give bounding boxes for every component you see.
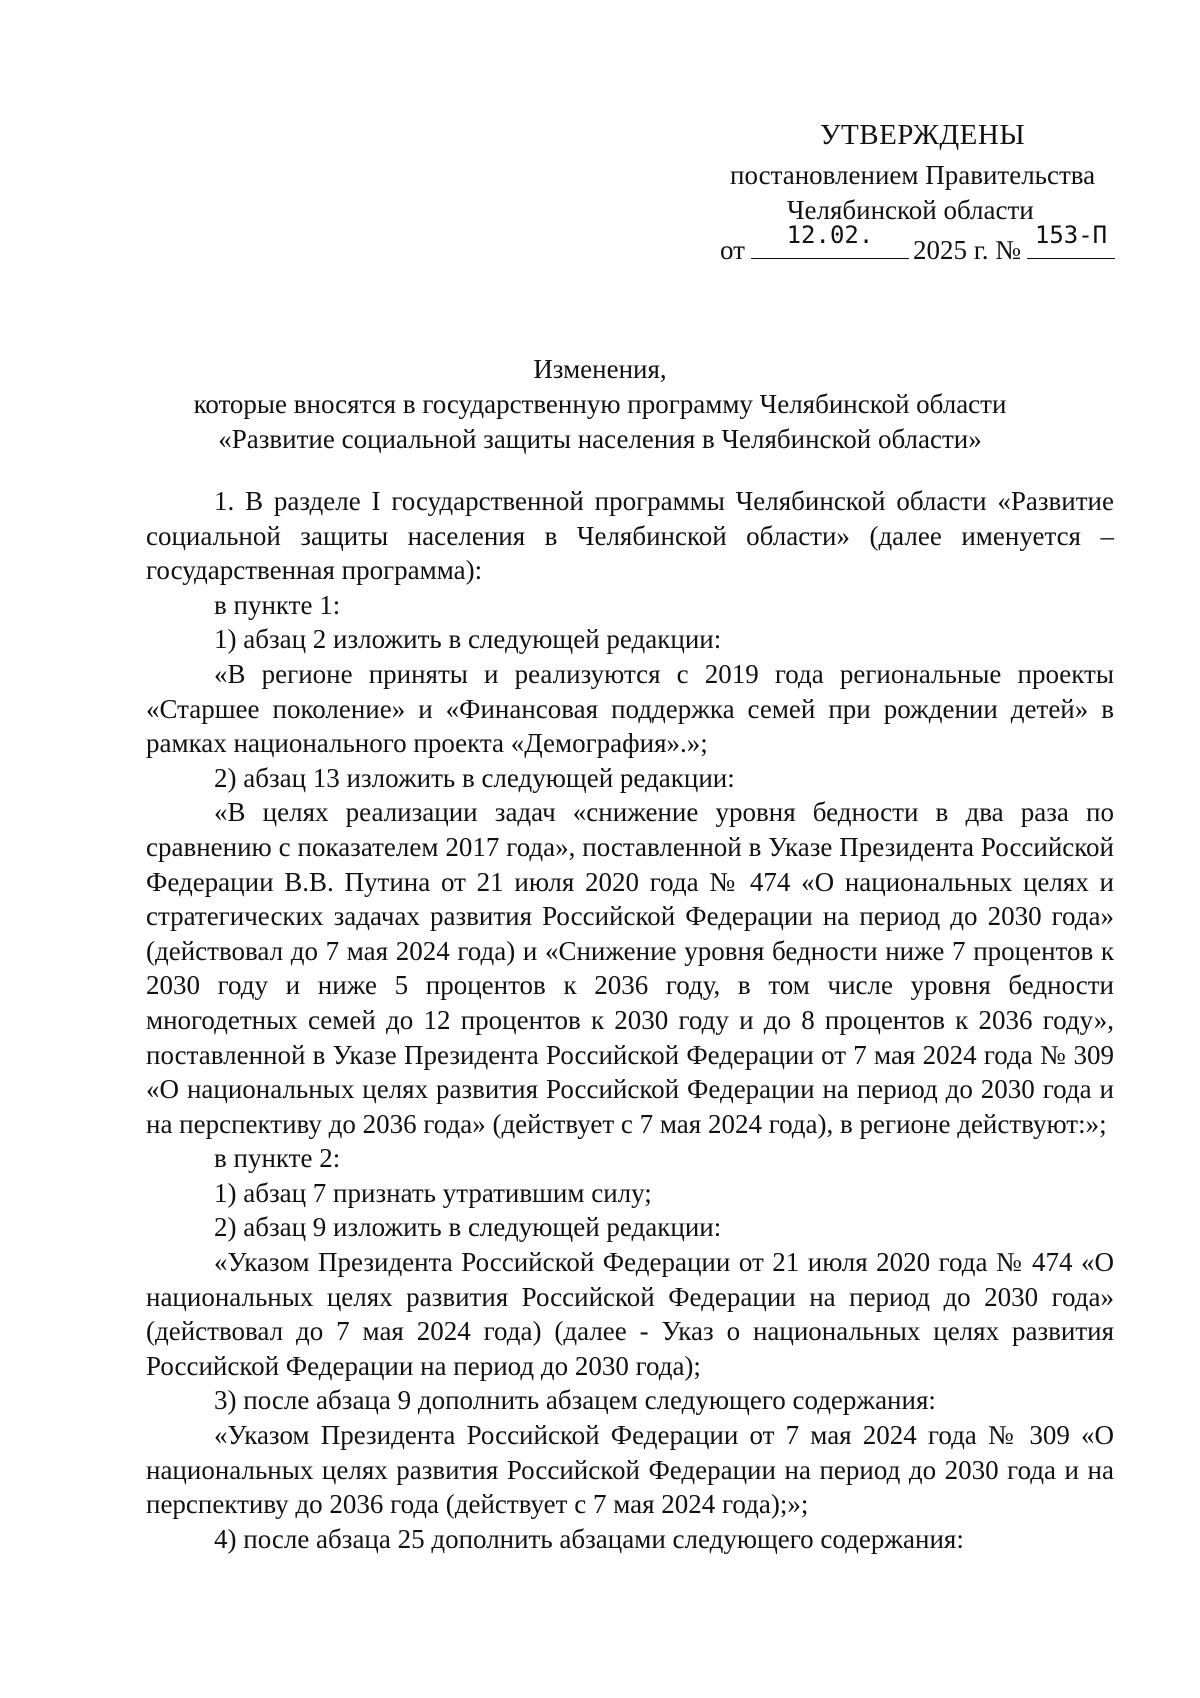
heading-line-2: которые вносятся в государственную программу Челябинской области (193, 389, 1007, 419)
paragraph: 2) абзац 13 изложить в следующей редакции: (214, 762, 735, 793)
paragraph: «Указом Президента Российской Федерации от 7 мая 2024 года № 309 «О национальных целях развития Российской Федерации на период до 2030 года и на перспективу до 2036 года (действует с 7 мая 2024 года);»; (146, 1420, 1114, 1520)
paragraph: в пункте 2: (214, 1143, 341, 1174)
approval-title: УТВЕРЖДЕНЫ (820, 119, 1026, 151)
paragraph: «В целях реализации задач «снижение уровня бедности в два раза по сравнению с показателем 2017 года», поставленной в Указе Президента Российской Федерации В.В. Путина от 21 июля 2020 года № 474 «О национальных целях и стратегических задачах развития Российской Федерации на период до 2030 года» (действовал до 7 мая 2024 года) и «Снижение уровня бедности ниже 7 процентов к 2030 году и ниже 5 процентов к 2036 году, в том числе уровня бедности многодетных семей до 12 процентов к 2030 году и до 8 процентов к 2036 году», поставленной в Указе Президента Российской Федерации от 7 мая 2024 года № 309 «О национальных целях развития Российской Федерации на период до 2030 года и на перспективу до 2036 года» (действует с 7 мая 2024 года), в регионе действуют:»; (146, 797, 1114, 1139)
approval-line-1: постановлением Правительства (730, 160, 1096, 190)
approval-date: 12.02. (786, 221, 874, 249)
document-body (146, 484, 1114, 1556)
approval-date-field (751, 221, 909, 259)
approval-line-2: Челябинской области (787, 195, 1034, 225)
paragraph: в пункте 1: (214, 589, 341, 620)
paragraph: «В регионе приняты и реализуются с 2019 года региональные проекты «Старшее поколение» и «Финансовая поддержка семей при рождении детей» в рамках национального проекта «Демография».»; (146, 658, 1114, 759)
heading-line-1: Изменения, (533, 354, 667, 384)
paragraph: 2) абзац 9 изложить в следующей редакции: (214, 1212, 722, 1243)
approval-year-label: 2025 г. № (912, 235, 1021, 265)
heading-line-3: «Развитие социальной защиты населения в Челябинской области» (218, 424, 982, 454)
document-heading (150, 352, 1050, 457)
approval-date-line (720, 221, 1115, 268)
paragraph: «Указом Президента Российской Федерации от 21 июля 2020 года № 474 «О национальных целях развития Российской Федерации на период до 2030 года» (действовал до 7 мая 2024 года) (далее - Указ о национальных целях развития Российской Федерации на период до 2030 года); (146, 1247, 1114, 1381)
paragraph: 4) после абзаца 25 дополнить абзацами следующего содержания: (214, 1523, 964, 1554)
approval-number: 153-П (1034, 221, 1108, 249)
paragraph: 3) после абзаца 9 дополнить абзацем следующего содержания: (214, 1385, 936, 1416)
paragraph: 1) абзац 7 признать утратившим силу; (214, 1177, 652, 1208)
paragraph: 1) абзац 2 изложить в следующей редакции: (214, 624, 722, 655)
approval-number-field (1027, 221, 1115, 259)
approval-from-label: от (720, 235, 745, 265)
paragraph: 1. В разделе I государственной программы Челябинской области «Развитие социальной защиты населения в Челябинской области» (далее именуется – государственная программа): (146, 486, 1114, 586)
